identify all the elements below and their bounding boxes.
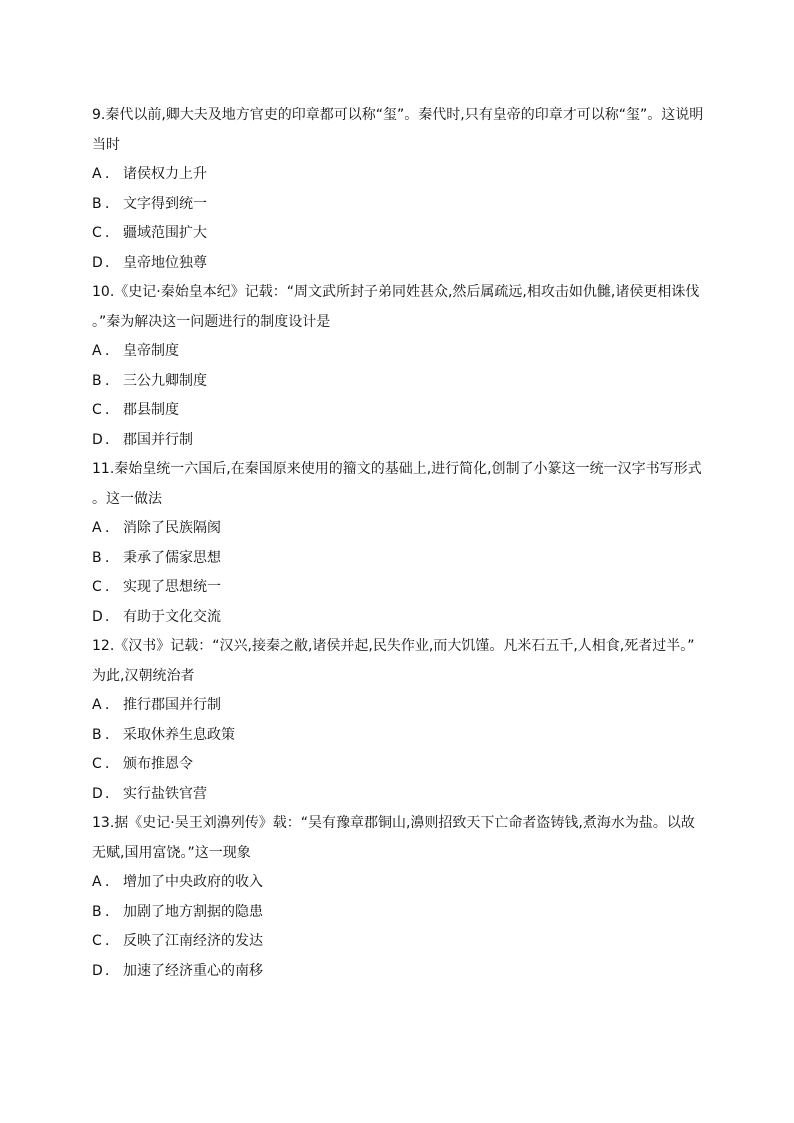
option-text: 增加了中央政府的收入 <box>123 874 263 890</box>
option-c: C ． 颁布推恩令 <box>92 750 704 780</box>
question-stem-line: 10.《史记·秦始皇本纪》记载：“周文武所封子弟同姓甚众,然后属疏远,相攻击如仇雠,诸侯更相诛伐 <box>92 284 700 300</box>
option-letter: C <box>92 579 102 595</box>
question-11 <box>92 455 704 632</box>
question-stem-line: 当时 <box>92 136 120 153</box>
option-letter: A <box>92 166 102 182</box>
question-stem-line: 9.秦代以前,卿大夫及地方官吏的印章都可以称“玺”。秦代时,只有皇帝的印章才可以称“玺”。这说明 <box>92 107 704 123</box>
option-c: C ． 郡县制度 <box>92 396 704 426</box>
question-stem-line: 。这一做法 <box>92 490 162 507</box>
option-d: D ． 实行盐铁官营 <box>92 780 704 810</box>
option-b: B ． 采取休养生息政策 <box>92 721 704 751</box>
option-letter: C <box>92 933 102 949</box>
option-a: A ． 增加了中央政府的收入 <box>92 868 704 898</box>
option-text: 皇帝制度 <box>123 343 179 359</box>
option-b: B ． 秉承了儒家思想 <box>92 544 704 574</box>
option-letter: B <box>92 549 102 566</box>
option-letter: B <box>92 903 102 920</box>
option-text: 反映了江南经济的发达 <box>123 933 263 949</box>
question-stem-line: 11.秦始皇统一六国后,在秦国原来使用的籀文的基础上,进行简化,创制了小篆这一统一汉字书写形式 <box>92 461 702 477</box>
option-a: A ． 皇帝制度 <box>92 337 704 367</box>
option-d: D ． 有助于文化交流 <box>92 603 704 633</box>
option-b: B ． 文字得到统一 <box>92 190 704 220</box>
option-text: 郡国并行制 <box>123 431 193 448</box>
option-a: A ． 推行郡国并行制 <box>92 691 704 721</box>
option-text: 加剧了地方割据的隐患 <box>123 903 263 920</box>
question-13 <box>92 809 704 986</box>
option-c: C ． 反映了江南经济的发达 <box>92 927 704 957</box>
option-text: 有助于文化交流 <box>123 608 221 625</box>
option-letter: B <box>92 372 102 389</box>
option-b: B ． 加剧了地方割据的隐患 <box>92 898 704 928</box>
option-c: C ． 疆域范围扩大 <box>92 219 704 249</box>
option-text: 采取休养生息政策 <box>123 726 235 743</box>
option-text: 颁布推恩令 <box>123 756 193 772</box>
option-text: 疆域范围扩大 <box>123 225 207 241</box>
option-d: D ． 郡国并行制 <box>92 426 704 456</box>
option-d: D ． 加速了经济重心的南移 <box>92 957 704 987</box>
option-letter: C <box>92 402 102 418</box>
option-b: B ． 三公九卿制度 <box>92 367 704 397</box>
option-letter: D <box>92 785 103 802</box>
option-text: 实现了思想统一 <box>123 579 221 595</box>
option-a: A ． 消除了民族隔阂 <box>92 514 704 544</box>
option-letter: D <box>92 431 103 448</box>
option-letter: B <box>92 726 102 743</box>
option-text: 秉承了儒家思想 <box>123 549 221 566</box>
option-letter: A <box>92 343 102 359</box>
option-letter: D <box>92 608 103 625</box>
option-text: 消除了民族隔阂 <box>123 520 221 536</box>
question-stem-line: 为此,汉朝统治者 <box>92 667 195 684</box>
question-9 <box>92 101 704 278</box>
option-text: 郡县制度 <box>123 402 179 418</box>
option-text: 推行郡国并行制 <box>123 697 221 713</box>
option-letter: C <box>92 756 102 772</box>
option-letter: D <box>92 962 103 979</box>
question-10 <box>92 278 704 455</box>
option-letter: B <box>92 195 102 212</box>
question-stem-line: 12.《汉书》记载：“汉兴,接秦之敝,诸侯并起,民失作业,而大饥馑。凡米石五千,人相食,死者过半。” <box>92 638 695 654</box>
option-text: 实行盐铁官营 <box>123 785 207 802</box>
option-d: D ． 皇帝地位独尊 <box>92 249 704 279</box>
option-text: 加速了经济重心的南移 <box>123 962 263 979</box>
question-12 <box>92 632 704 809</box>
question-stem-line: 无赋,国用富饶。”这一现象 <box>92 844 251 861</box>
option-letter: D <box>92 254 103 271</box>
option-letter: C <box>92 225 102 241</box>
option-text: 诸侯权力上升 <box>123 166 207 182</box>
option-a: A ． 诸侯权力上升 <box>92 160 704 190</box>
option-c: C ． 实现了思想统一 <box>92 573 704 603</box>
option-text: 三公九卿制度 <box>123 372 207 389</box>
option-text: 文字得到统一 <box>123 195 207 212</box>
option-text: 皇帝地位独尊 <box>123 254 207 271</box>
question-stem-line: 。”秦为解决这一问题进行的制度设计是 <box>92 313 331 330</box>
exam-page <box>92 101 704 986</box>
option-letter: A <box>92 520 102 536</box>
option-letter: A <box>92 697 102 713</box>
question-stem-line: 13.据《史记·吴王刘濞列传》载：“吴有豫章郡铜山,濞则招致天下亡命者盗铸钱,煮海水为盐。以故 <box>92 815 695 831</box>
option-letter: A <box>92 874 102 890</box>
